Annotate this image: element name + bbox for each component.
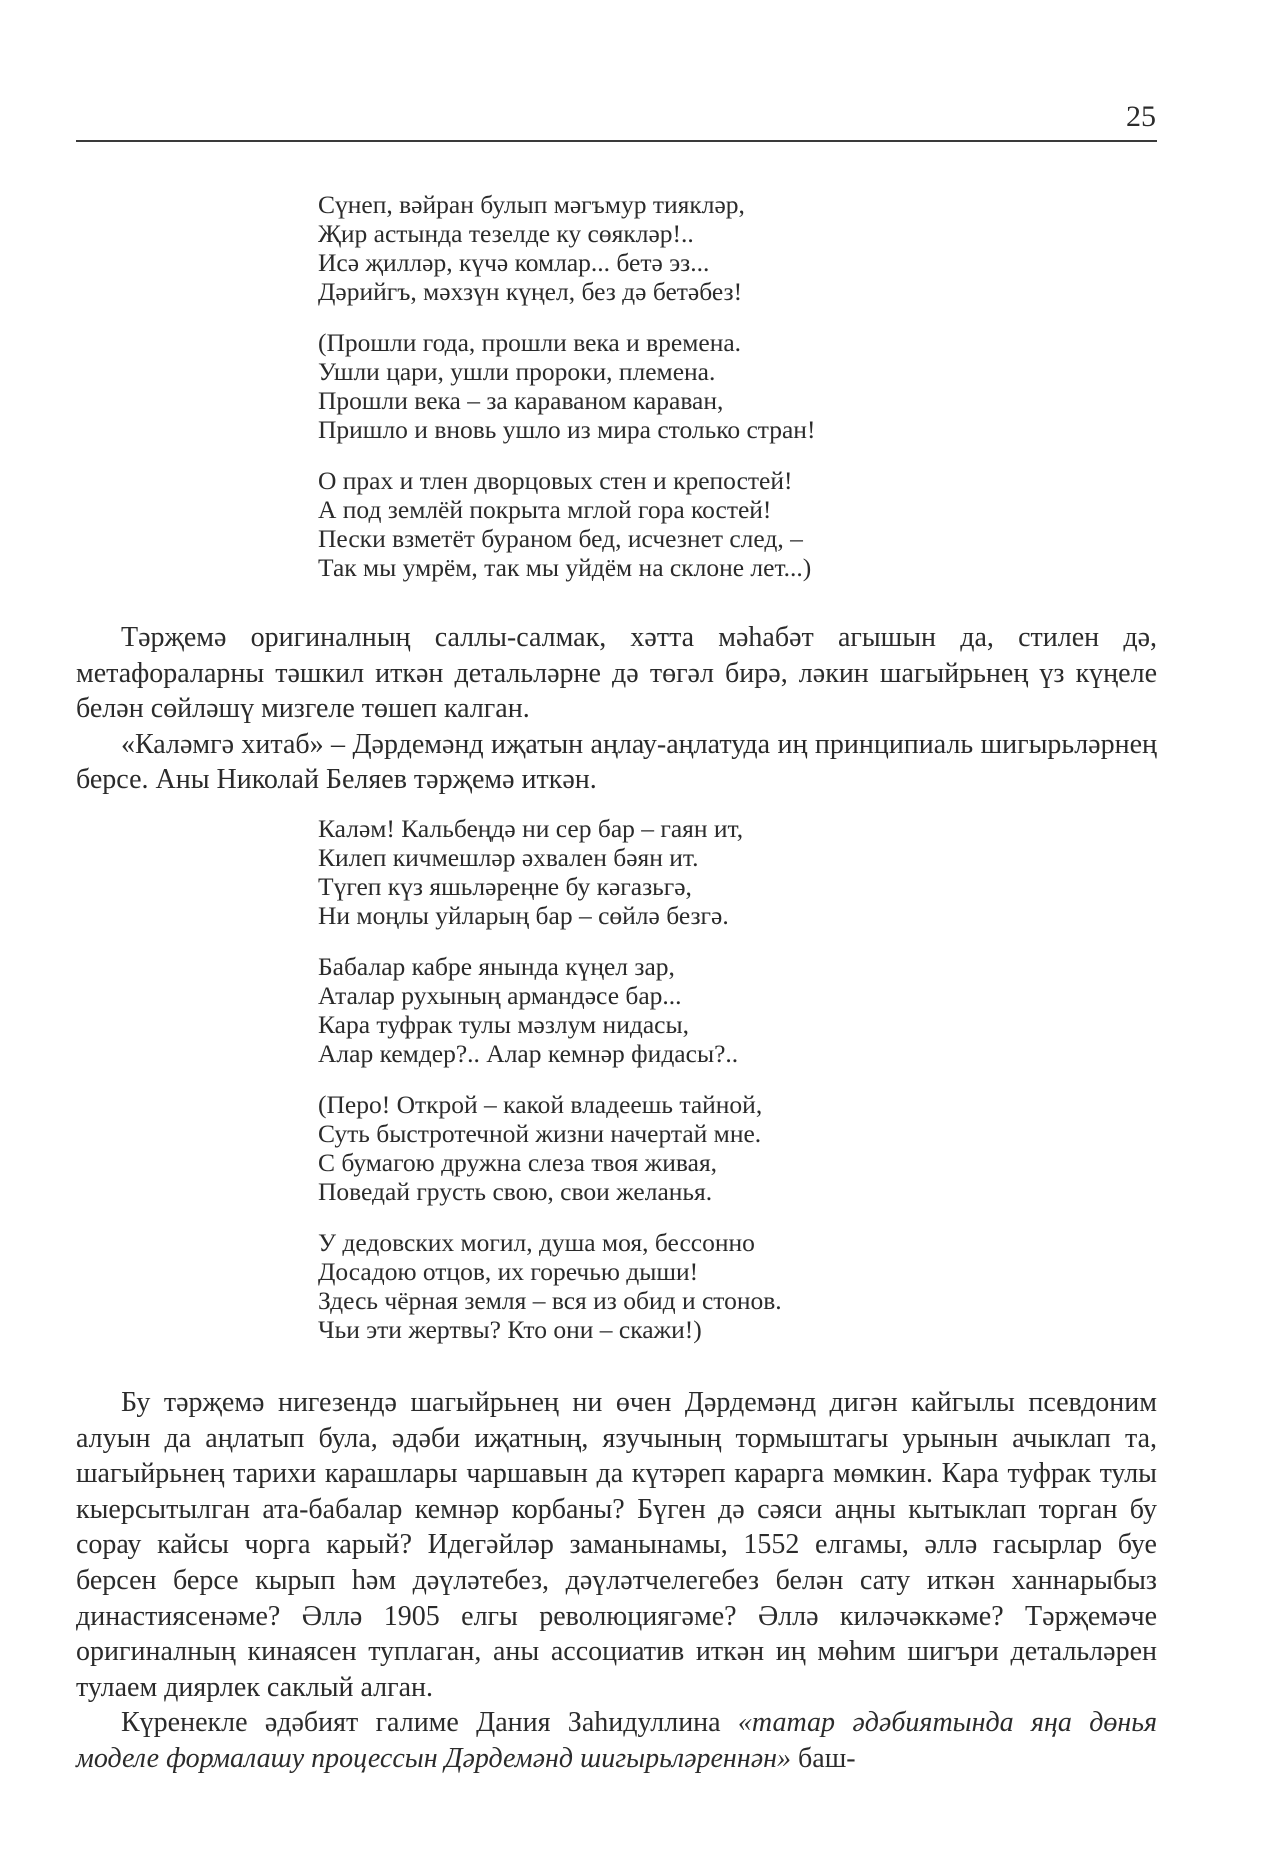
poem-stanza xyxy=(318,328,815,444)
poem-line: Аталар рухының армандәсе бар... xyxy=(318,981,682,1010)
poem-line: (Перо! Открой – какой владеешь тайной, xyxy=(318,1090,763,1119)
poem-line: Поведай грусть свою, свои желанья. xyxy=(318,1177,713,1206)
header-rule xyxy=(76,140,1157,142)
poem-line: У дедовских могил, душа моя, бессонно xyxy=(318,1228,755,1257)
poem-stanza xyxy=(318,814,782,930)
poem-line: Ни моңлы уйларың бар – сөйлә безгә. xyxy=(318,901,729,930)
page-number: 25 xyxy=(1126,100,1156,133)
poem-line: Прошли века – за караваном караван, xyxy=(318,386,724,415)
prose-block-1 xyxy=(76,620,1157,798)
poem-line: Алар кемдер?.. Алар кемнәр фидасы?.. xyxy=(318,1039,739,1068)
paragraph: Тәрҗемә оригиналның саллы-салмак, хәтта мәһабәт агышын да, стилен дә, метафораларны тәшкил иткән детальләрне дә төгәл бирә, ләкин шагыйрьнең үз күңеле белән сөйләшү мизгеле төшеп калган. xyxy=(76,622,1157,725)
poem-stanza xyxy=(318,1090,782,1206)
quoted-italic-text: «татар әдәбиятында яңа дөнья моделе формалашу процессын Дәрдемәнд шигырьләреннән» xyxy=(76,1707,1158,1774)
paragraph-text: баш- xyxy=(791,1742,856,1774)
poem-line: Каләм! Кальбеңдә ни сер бар – гаян ит, xyxy=(318,814,744,843)
poem-line: Ушли цари, ушли пророки, племена. xyxy=(318,357,716,386)
poem-stanza xyxy=(318,1228,782,1344)
poem-line: О прах и тлен дворцовых стен и крепостей! xyxy=(318,466,793,495)
paragraph: «Каләмгә хитаб» – Дәрдемәнд иҗатын аңлау-аңлатуда иң принципиаль шигырьләрнең берсе. Аны Николай Беляев тәрҗемә иткән. xyxy=(76,728,1157,796)
poem-line: Суть быстротечной жизни начертай мне. xyxy=(318,1119,762,1148)
poem-block-1 xyxy=(318,190,815,604)
poem-stanza xyxy=(318,190,815,306)
poem-line: (Прошли года, прошли века и времена. xyxy=(318,328,742,357)
poem-line: Пески взметёт бураном бед, исчезнет след, – xyxy=(318,524,803,553)
poem-line: Дәрийгъ, мәхзүн күңел, без дә бетәбез! xyxy=(318,277,743,306)
poem-stanza xyxy=(318,952,782,1068)
poem-line: Бабалар кабре янында күңел зар, xyxy=(318,952,675,981)
paragraph-text: Күренекле әдәбият галиме Дания Заһидуллина xyxy=(121,1707,738,1739)
prose-block-2 xyxy=(76,1385,1157,1777)
poem-line: Здесь чёрная земля – вся из обид и стонов. xyxy=(318,1286,782,1315)
poem-line: Пришло и вновь ушло из мира столько стран! xyxy=(318,415,816,444)
paragraph: Бу тәрҗемә нигезендә шагыйрьнең ни өчен Дәрдемәнд дигән кайгылы псевдоним алуын да аңлатып була, әдәби иҗатның, язучының тормыштагы урынын ачыклап та, шагыйрьнең тарихи карашлары чаршавын да күтәреп карарга мөмкин. Кара туфрак тулы кыерсытылган ата-бабалар кемнәр корбаны? Бүген дә сәяси аңны кытыклап торган бу сорау кайсы чорга карый? Идегәйләр заманынамы, 1552 елгамы, әллә гасырлар буе берсен берсе кырып һәм дәүләтебез, дәүләтчелегебез белән сату иткән ханнарыбыз династиясенәме? Әллә 1905 елгы революциягәме? Әллә киләчәккәме? Тәрҗемәче оригиналның кинаясен туплаган, аны ассоциатив иткән иң мөһим шигъри детальләрен тулаем диярлек саклый алган. xyxy=(76,1387,1157,1703)
poem-line: Чьи эти жертвы? Кто они – скажи!) xyxy=(318,1315,702,1344)
poem-line: Сүнеп, вәйран булып мәгъмур тиякләр, xyxy=(318,190,745,219)
poem-stanza xyxy=(318,466,815,582)
poem-line: Түгеп күз яшьләреңне бу кәгазьгә, xyxy=(318,872,692,901)
poem-line: А под землёй покрыта мглой гора костей! xyxy=(318,495,772,524)
poem-block-2 xyxy=(318,814,782,1366)
poem-line: Исә җилләр, күчә комлар... бетә эз... xyxy=(318,248,710,277)
poem-line: Так мы умрём, так мы уйдём на склоне лет...) xyxy=(318,553,812,582)
poem-line: С бумагою дружна слеза твоя живая, xyxy=(318,1148,718,1177)
paragraph xyxy=(76,1705,1157,1776)
poem-line: Кара туфрак тулы мәзлум нидасы, xyxy=(318,1010,689,1039)
poem-line: Килеп кичмешләр әхвален бәян ит. xyxy=(318,843,699,872)
poem-line: Җир астында тезелде ку сөякләр!.. xyxy=(318,219,694,248)
poem-line: Досадою отцов, их горечью дыши! xyxy=(318,1257,699,1286)
